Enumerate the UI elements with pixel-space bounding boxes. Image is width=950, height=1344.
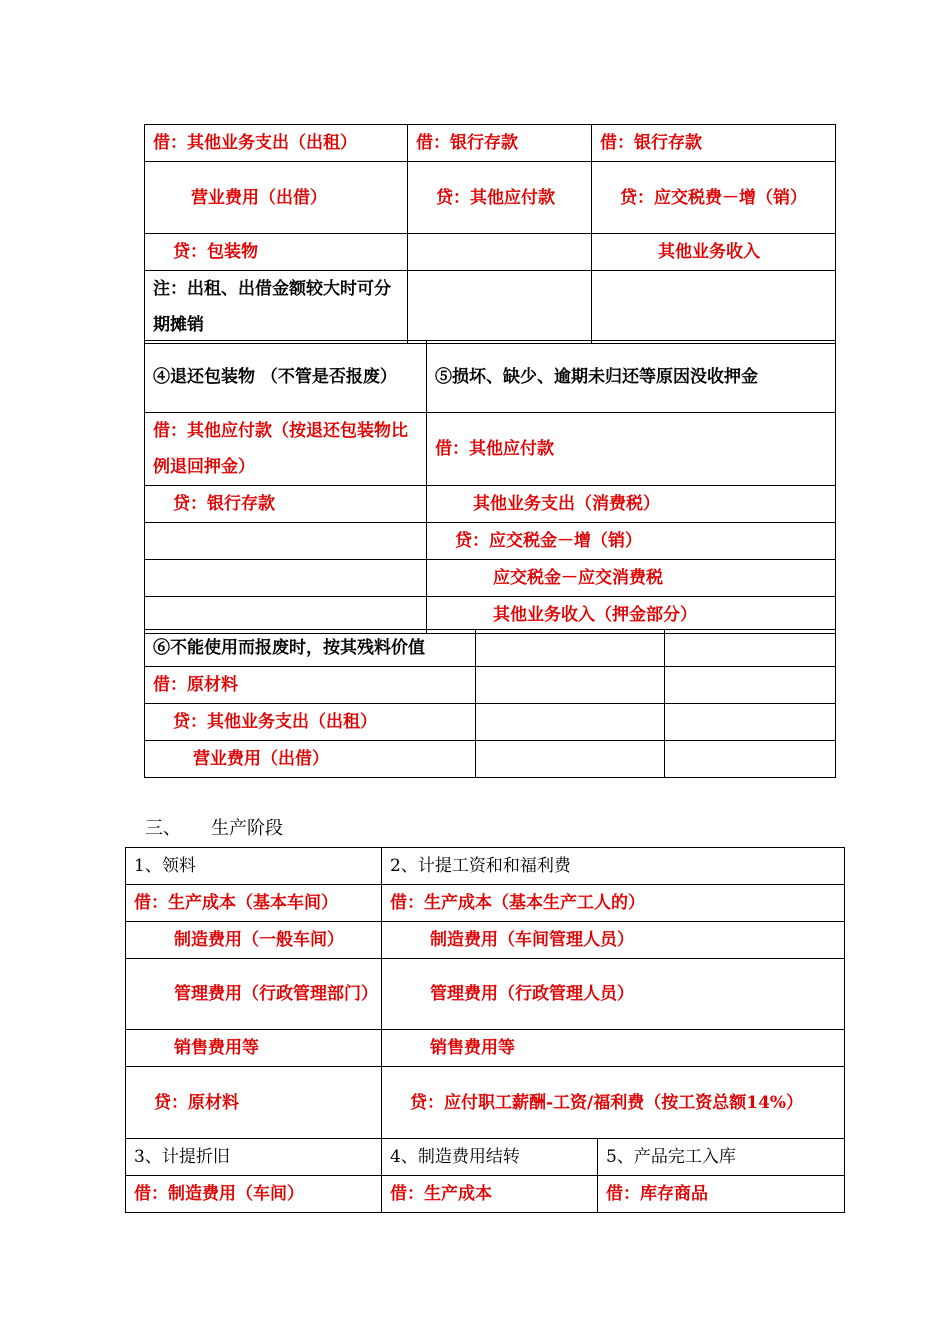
cell: 贷：应交税金－增（销） (427, 523, 836, 560)
cell: 借：库存商品 (598, 1176, 845, 1213)
scrap-table (144, 629, 836, 778)
cell: 4、制造费用结转 (382, 1139, 598, 1176)
cell: 贷：包装物 (145, 234, 408, 271)
cell: 贷：银行存款 (145, 486, 427, 523)
cell (665, 667, 836, 704)
cell: 管理费用（行政管理部门） (126, 959, 382, 1030)
cell: 营业费用（出借） (145, 741, 476, 778)
section-heading (145, 814, 283, 840)
cell: 制造费用（一般车间） (126, 922, 382, 959)
cell: 贷：应付职工薪酬-工资/福利费（按工资总额14%） (382, 1067, 845, 1139)
cell: 借：银行存款 (408, 125, 592, 162)
cell: 管理费用（行政管理人员） (382, 959, 845, 1030)
cell: 贷：应交税费－增（销） (592, 162, 836, 234)
cell (476, 741, 665, 778)
cell: 借：银行存款 (592, 125, 836, 162)
production-stage-table (125, 847, 845, 1213)
rental-entries-table (144, 124, 836, 344)
cell: 销售费用等 (382, 1030, 845, 1067)
return-deposit-table (144, 340, 836, 634)
cell (408, 271, 592, 344)
note-cell: 注：出租、出借金额较大时可分期摊销 (145, 271, 408, 344)
cell: 借：其他业务支出（出租） (145, 125, 408, 162)
cell (408, 234, 592, 271)
cell: 借：其他应付款 (427, 413, 836, 486)
cell: 借：生产成本 (382, 1176, 598, 1213)
cell (665, 704, 836, 741)
cell: 借：原材料 (145, 667, 476, 704)
cell: 贷：其他业务支出（出租） (145, 704, 476, 741)
cell: 其他业务支出（消费税） (427, 486, 836, 523)
cell: 其他业务收入（押金部分） (427, 597, 836, 634)
cell: ⑥不能使用而报废时，按其残料价值 (145, 630, 476, 667)
cell: 其他业务收入 (592, 234, 836, 271)
cell: ⑤损坏、缺少、逾期未归还等原因没收押金 (427, 341, 836, 413)
cell: 5、产品完工入库 (598, 1139, 845, 1176)
section-title: 生产阶段 (211, 818, 283, 839)
cell (145, 523, 427, 560)
cell: 销售费用等 (126, 1030, 382, 1067)
cell: 借：生产成本（基本生产工人的） (382, 885, 845, 922)
section-number: 三、 (145, 818, 181, 839)
cell: 应交税金－应交消费税 (427, 560, 836, 597)
cell (145, 597, 427, 634)
cell (476, 704, 665, 741)
cell: 营业费用（出借） (145, 162, 408, 234)
cell: 借：制造费用（车间） (126, 1176, 382, 1213)
cell: 贷：其他应付款 (408, 162, 592, 234)
cell: 制造费用（车间管理人员） (382, 922, 845, 959)
cell: 借：其他应付款（按退还包装物比例退回押金） (145, 413, 427, 486)
cell: 1、领料 (126, 848, 382, 885)
cell (476, 630, 665, 667)
cell (145, 560, 427, 597)
cell: ④退还包装物 （不管是否报废） (145, 341, 427, 413)
cell: 2、计提工资和和福利费 (382, 848, 845, 885)
cell (592, 271, 836, 344)
cell (665, 741, 836, 778)
cell (476, 667, 665, 704)
cell: 借：生产成本（基本车间） (126, 885, 382, 922)
cell: 贷：原材料 (126, 1067, 382, 1139)
cell (665, 630, 836, 667)
cell: 3、计提折旧 (126, 1139, 382, 1176)
